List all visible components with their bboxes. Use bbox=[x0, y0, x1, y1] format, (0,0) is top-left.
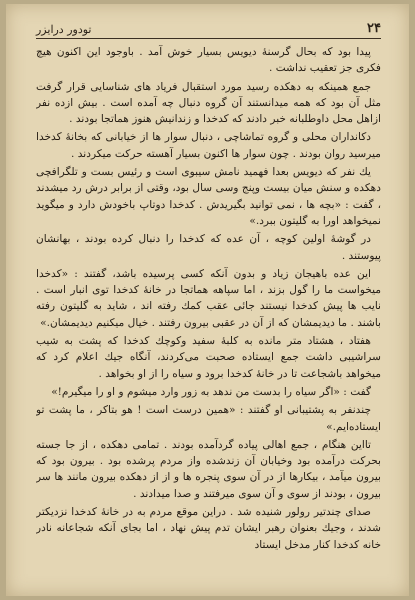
paragraph: این عده باهیجان زیاد و بدون آنکه کسی پرسیده باشد، گفتند : «کدخدا میخواست ما را گول بزند ، اما سپاهه هماتجا در خانهٔ کدخدا توی انبار است . نایب ها پیش کدخدا نیستند جائی عقب کمك رفته اند ، شاید به گلیتون رفته باشند . ما دیدیمشان که از آن در عقبی بیرون رفتند . خیال میکنیم دیدیمشان.» bbox=[36, 267, 381, 329]
page-header bbox=[36, 18, 381, 36]
paragraph: یك نفر که دیویس بعدا فهمید نامش سیبوی است و رئیس بست و تلگرافچی دهکده و سنش میان بیست وپنج وسی سال بود، وقتی از برابر درش رد میشدند ، گفت : «بچه ها ، نمی توانید بگیریدش . کدخدا دوتاپ باخودش دارد و میگوید نمیخواهد اورا به گلیتون ببرد.» bbox=[36, 166, 381, 227]
book-page bbox=[6, 4, 409, 596]
paragraph: تااین هنگام ، جمع اهالی پیاده گردآمده بودند . تمامی دهکده ، از جا جسته بحرکت درآمده بود وخیابان آن زندشده واز مردم پرشده بود . بیرون بود که بیرون میآمد ، بیکارها از در آن سوی پنجره ها و از از دهکده بیرون مانند ها سر بیرون ، بودند از سوی و آن سوی میرفتند و صدا میدادند . bbox=[36, 438, 381, 500]
paragraph: پیدا بود که بحال گرسنهٔ دیویس بسیار خوش آمد . باوجود این اکنون هیچ فکری جز تعقیب نداشت . bbox=[36, 46, 381, 75]
page-number: ۲۴ bbox=[367, 21, 381, 36]
paragraph: دکانداران محلی و گروه تماشاچی ، دنبال سوار ها از خیابانی که بخانهٔ کدخدا میرسید روان بودند . چون سوار ها اکنون بسیار آهسته حرکت میکردند . bbox=[36, 131, 381, 160]
page-body bbox=[36, 44, 381, 588]
running-title: تودور درایزر bbox=[36, 23, 92, 36]
paragraph: چندنفر به پشتیبانی او گفتند : «همین درست است ! هو بتاکر ، ما پشت تو ایستاده‌ایم.» bbox=[36, 404, 381, 433]
paragraph: در گوشهٔ اولین کوچه ، آن عده که کدخدا را دنبال کرده بودند ، بهانشان پیوستند . bbox=[36, 233, 381, 262]
paragraph: جمع همینکه به دهکده رسید مورد استقبال فریاد های شناسایی قرار گرفت مثل آن بود که همه میدانستند آن گروه دنبال چه آمده است . بیش ازده نفر ازاهل محل داوطلبانه خبر دادند که کدخدا و زندانیش هنوز هماتجا بودند . bbox=[36, 80, 381, 126]
paragraph: گفت : «اگر سیاه را بدست من ندهد به زور وارد میشوم و او را میگیرم!» bbox=[51, 385, 371, 398]
paragraph: صدای چندتیر رولور شنیده شد . دراین موقع مردم به در خانهٔ کدخدا نزدیکتر شدند ، وجیك بعنوان رهبر ایشان تدم پیش نهاد ، اما بجای آنکه شجاعانه نادر خانه کدخدا کنار مدخل ایستاد bbox=[36, 506, 381, 551]
header-rule bbox=[36, 38, 381, 39]
paragraph: هفتاد ، هشتاد متر مانده به کلبهٔ سفید وکوچك کدخدا که پشت به شیب سراشیبی داشت جمع ایستاده صحبت می‌کردند، آنگاه جیك اعلام کرد که میخواهد باشجاعت تا در خانهٔ کدخدا برود و سیاه را از او بخواهد . bbox=[36, 335, 381, 380]
